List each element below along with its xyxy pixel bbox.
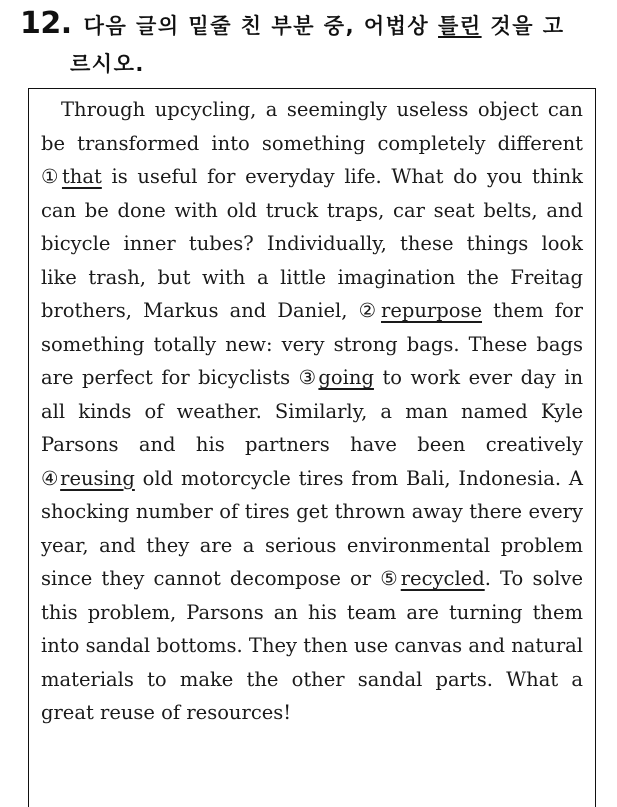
passage-segment: is useful for everyday life. What do you think can be done with old truck traps, car seat belts, and bicycle inner tubes? Individually, these things look like trash, but with a little imagination the Freitag brothers, Markus and Daniel, — [41, 165, 583, 322]
underlined-option-5: recycled — [400, 567, 485, 590]
question-line-1 — [8, 6, 608, 40]
passage-segment: Through upcycling, a seemingly useless object can be transformed into something completely different — [41, 98, 583, 155]
prompt-text-before: 다음 글의 밑줄 친 부분 중, 어법상 — [83, 14, 439, 38]
option-marker-3: ③ — [298, 366, 319, 389]
underlined-option-4: reusing — [60, 466, 135, 490]
prompt-text-after: 것을 고 — [481, 14, 565, 38]
passage-segment: . To solve this problem, Parsons an his team are turning them into sandal bottoms. They then use canvas and natural materials to make the other sandal parts. What a great reuse of resources! — [41, 567, 583, 724]
option-marker-1: ① — [41, 165, 62, 188]
underlined-option-1: that — [61, 165, 102, 188]
underlined-option-3: going — [318, 366, 374, 389]
passage-text — [41, 93, 583, 730]
question-header — [8, 6, 608, 78]
question-prompt-continuation: 르시오. — [70, 52, 145, 76]
option-marker-2: ② — [358, 299, 382, 322]
passage-segment: them for something totally new: very strong bags. These bags are perfect for bicyclists — [41, 299, 584, 389]
passage-segment: old motorcycle tires from Bali, Indonesia. A shocking number of tires get thrown away there every year, and they are a serious environmental problem since they cannot decompose or — [41, 466, 583, 590]
option-marker-4: ④ — [41, 466, 61, 490]
underlined-option-2: repurpose — [381, 299, 483, 322]
option-marker-5: ⑤ — [380, 567, 401, 590]
passage-segment: to work ever day in all kinds of weather. Similarly, a man named Kyle Parsons and his partners have been creatively — [41, 366, 584, 456]
question-prompt — [84, 10, 565, 40]
prompt-emphasis-underlined: 틀린 — [438, 14, 482, 38]
passage-box — [28, 88, 596, 807]
question-number: 12. — [20, 6, 72, 41]
